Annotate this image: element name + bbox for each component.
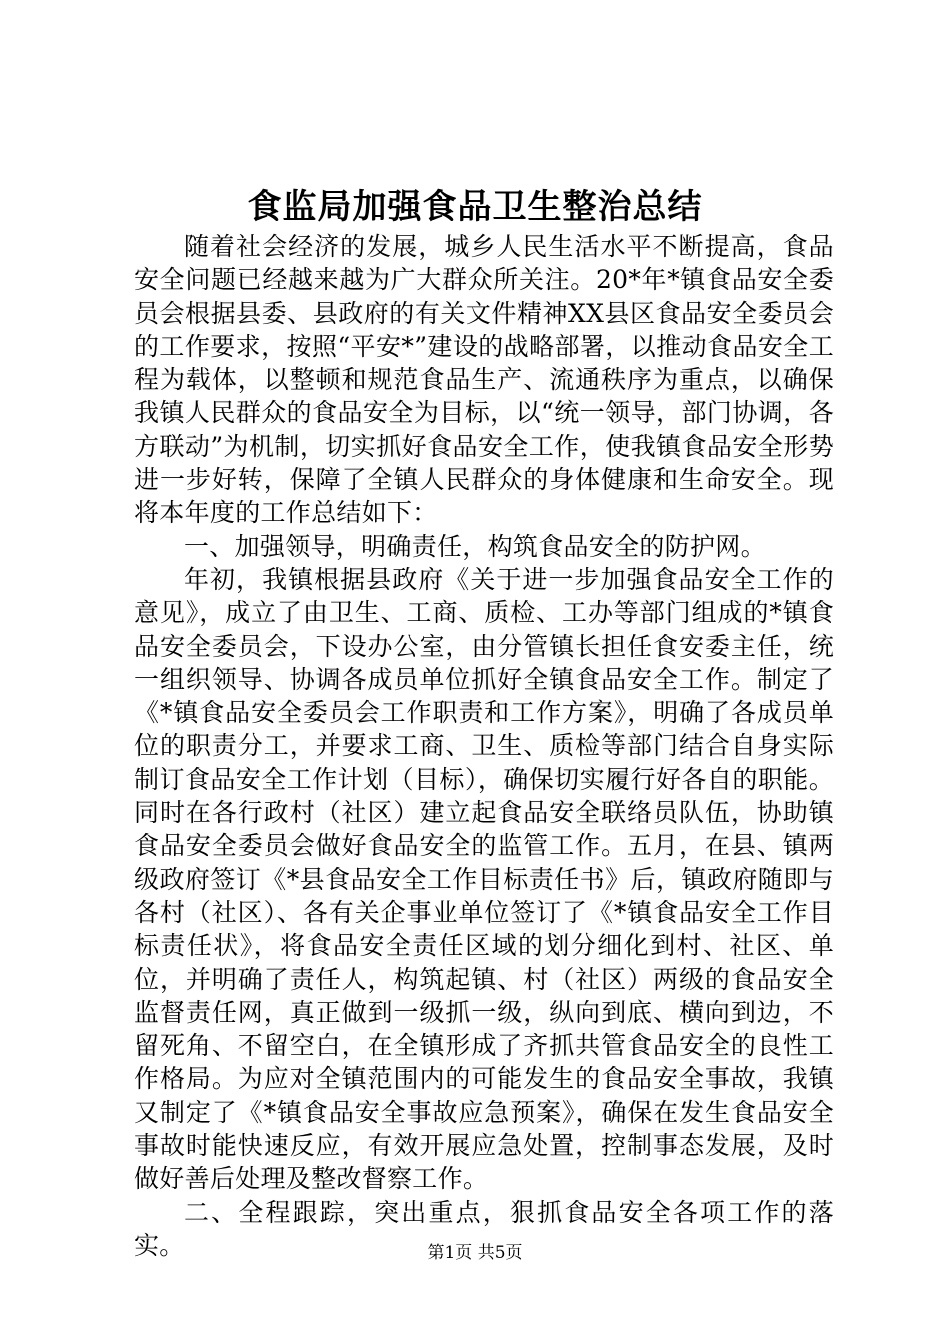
intro-paragraph: 随着社会经济的发展，城乡人民生活水平不断提高，食品安全问题已经越来越为广大群众所关注。20*年*镇食品安全委员会根据县委、县政府的有关文件精神XX县区食品安全委员会的工作要求，按照“平安*”建设的战略部署，以推动食品安全工程为载体，以整顿和规范食品生产、流通秩序为重点，以确保我镇人民群众的食品安全为目标，以“统一领导，部门协调，各方联动”为机制，切实抓好食品安全工作，使我镇食品安全形势进一步好转，保障了全镇人民群众的身体健康和生命安全。现将本年度的工作总结如下： [134, 232, 834, 528]
document-body [134, 230, 834, 1262]
section-heading-2: 二、全程跟踪，突出重点，狠抓食品安全各项工作的落实。 [134, 1197, 834, 1260]
section-1-paragraph: 年初，我镇根据县政府《关于进一步加强食品安全工作的意见》，成立了由卫生、工商、质检、工办等部门组成的*镇食品安全委员会，下设办公室，由分管镇长担任食安委主任，统一组织领导、协调各成员单位抓好全镇食品安全工作。制定了《*镇食品安全委员会工作职责和工作方案》，明确了各成员单位的职责分工，并要求工商、卫生、质检等部门结合自身实际制订食品安全工作计划（目标），确保切实履行好各自的职能。同时在各行政村（社区）建立起食品安全联络员队伍，协助镇食品安全委员会做好食品安全的监管工作。五月，在县、镇两级政府签订《*县食品安全工作目标责任书》后，镇政府随即与各村（社区）、各有关企事业单位签订了《*镇食品安全工作目标责任状》，将食品安全责任区域的划分细化到村、社区、单位，并明确了责任人，构筑起镇、村（社区）两级的食品安全监督责任网，真正做到一级抓一级，纵向到底、横向到边，不留死角、不留空白，在全镇形成了齐抓共管食品安全的良性工作格局。为应对全镇范围内的可能发生的食品安全事故，我镇又制定了《*镇食品安全事故应急预案》，确保在发生食品安全事故时能快速反应，有效开展应急处置，控制事态发展，及时做好善后处理及整改督察工作。 [134, 564, 834, 1194]
document-title: 食监局加强食品卫生整治总结 [247, 187, 703, 227]
page-footer: 第1页 共5页 [427, 1243, 523, 1263]
section-heading-1: 一、加强领导，明确责任，构筑食品安全的防护网。 [184, 531, 766, 561]
